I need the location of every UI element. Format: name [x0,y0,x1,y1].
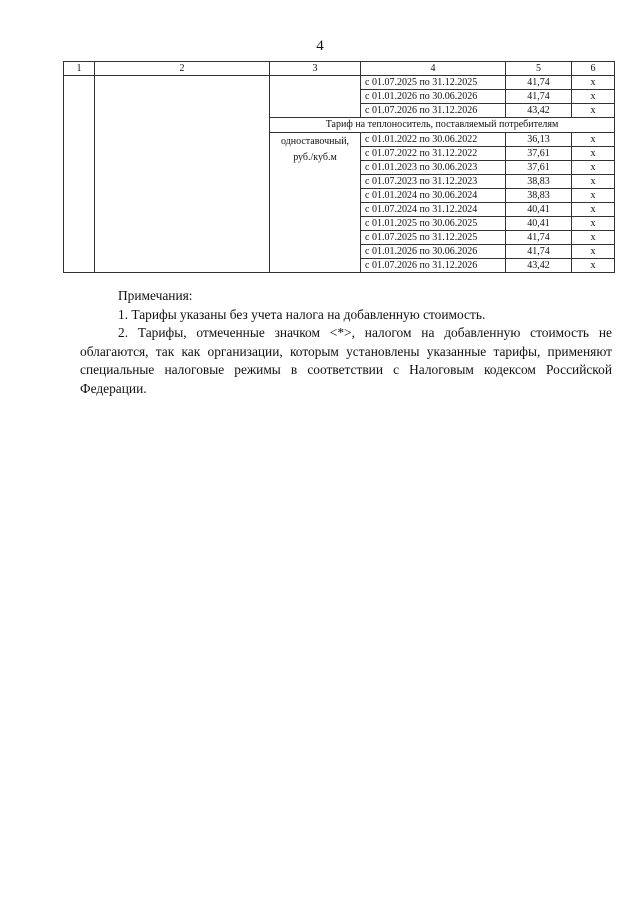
col1-cell [64,76,95,273]
unit-line-2: руб./куб.м [293,152,337,163]
header-cell-4: 4 [361,62,506,76]
mark-cell: х [572,259,615,273]
mark-cell: х [572,76,615,90]
period-cell: с 01.01.2022 по 30.06.2022 [361,133,506,147]
period-cell: с 01.01.2023 по 30.06.2023 [361,161,506,175]
value-cell: 38,83 [506,175,572,189]
value-cell: 43,42 [506,104,572,118]
tariff-table [63,61,615,273]
value-cell: 38,83 [506,189,572,203]
period-cell: с 01.01.2026 по 30.06.2026 [361,245,506,259]
value-cell: 37,61 [506,147,572,161]
period-cell: с 01.07.2023 по 31.12.2023 [361,175,506,189]
header-row [64,62,615,76]
value-cell: 36,13 [506,133,572,147]
value-cell: 41,74 [506,76,572,90]
header-cell-5: 5 [506,62,572,76]
mark-cell: х [572,147,615,161]
notes-section [80,287,612,398]
period-cell: с 01.07.2025 по 31.12.2025 [361,76,506,90]
mark-cell: х [572,104,615,118]
mark-cell: х [572,189,615,203]
col3-cell-top [270,76,361,118]
mark-cell: х [572,217,615,231]
period-cell: с 01.07.2025 по 31.12.2025 [361,231,506,245]
value-cell: 41,74 [506,245,572,259]
mark-cell: х [572,245,615,259]
section-title: Тариф на теплоноситель, поставляемый потребителям [270,118,615,133]
value-cell: 41,74 [506,90,572,104]
note-1: 1. Тарифы указаны без учета налога на добавленную стоимость. [118,306,486,322]
header-cell-1: 1 [64,62,95,76]
header-cell-6: 6 [572,62,615,76]
period-cell: с 01.01.2026 по 30.06.2026 [361,90,506,104]
page-number: 4 [316,38,324,54]
value-cell: 37,61 [506,161,572,175]
value-cell: 40,41 [506,217,572,231]
period-cell: с 01.07.2024 по 31.12.2024 [361,203,506,217]
value-cell: 43,42 [506,259,572,273]
mark-cell: х [572,133,615,147]
value-cell: 41,74 [506,231,572,245]
note-2: 2. Тарифы, отмеченные значком <*>, налогом на добавленную стоимость не облагаются, так как организации, которым установлены указанные тарифы, применяют специальные налоговые режимы в соответствии с Налоговым кодексом Российской Федерации. [80,325,612,396]
table-row [64,76,615,90]
value-cell: 40,41 [506,203,572,217]
mark-cell: х [572,203,615,217]
period-cell: с 01.07.2022 по 31.12.2022 [361,147,506,161]
mark-cell: х [572,161,615,175]
col2-cell [95,76,270,273]
mark-cell: х [572,231,615,245]
unit-cell [270,133,361,273]
header-cell-2: 2 [95,62,270,76]
mark-cell: х [572,175,615,189]
header-cell-3: 3 [270,62,361,76]
notes-heading: Примечания: [118,288,193,303]
period-cell: с 01.07.2026 по 31.12.2026 [361,259,506,273]
unit-line-1: одноставочный, [280,136,350,147]
period-cell: с 01.01.2024 по 30.06.2024 [361,189,506,203]
period-cell: с 01.01.2025 по 30.06.2025 [361,217,506,231]
period-cell: с 01.07.2026 по 31.12.2026 [361,104,506,118]
mark-cell: х [572,90,615,104]
